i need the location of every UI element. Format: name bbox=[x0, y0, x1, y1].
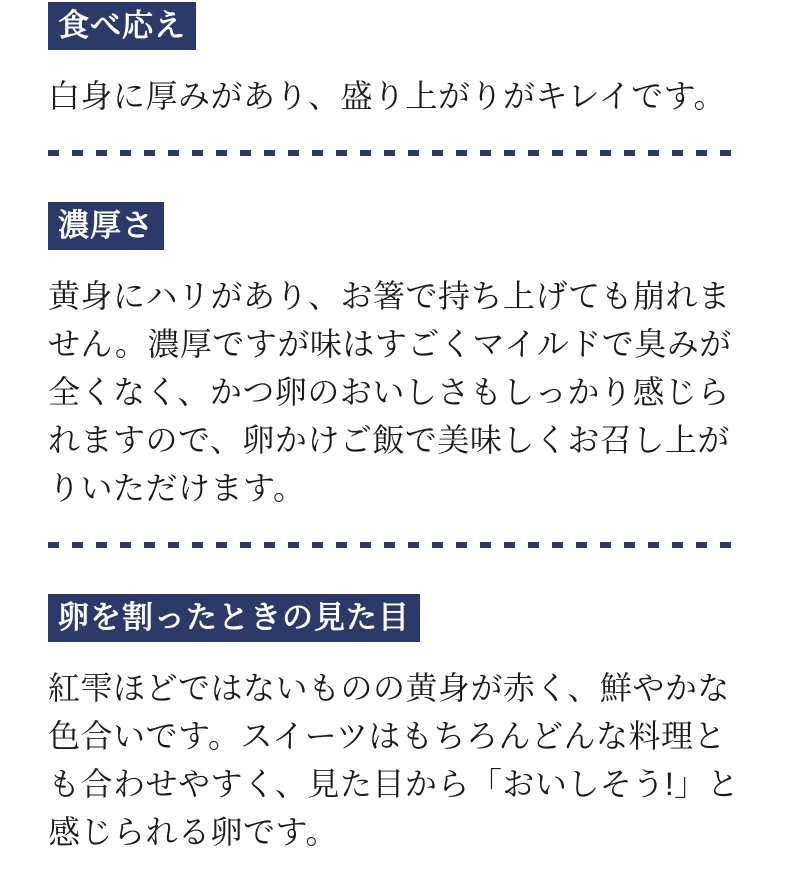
section-cracked-appearance bbox=[48, 594, 746, 856]
section-heading-badge: 濃厚さ bbox=[48, 202, 164, 250]
section-body-text: 白身に厚みがあり、盛り上がりがキレイです。 bbox=[48, 78, 727, 114]
dashed-divider bbox=[48, 542, 736, 548]
section-richness bbox=[48, 202, 746, 548]
section-heading-badge: 食べ応え bbox=[48, 2, 196, 50]
section-body-text: 紅雫ほどではないものの黄身が赤く、鮮やかな色合いです。スイーツはもちろんどんな料理とも合わせやすく、見た目から「おいしそう!」と感じられる卵です。 bbox=[48, 670, 740, 850]
section-heading-badge: 卵を割ったときの見た目 bbox=[48, 594, 420, 642]
dashed-divider bbox=[48, 150, 736, 156]
section-eating-satisfaction bbox=[48, 2, 746, 156]
section-body-text: 黄身にハリがあり、お箸で持ち上げても崩れません。濃厚ですが味はすごくマイルドで臭みが全くなく、かつ卵のおいしさもしっかり感じられますので、卵かけご飯で美味しくお召し上がりいただけます。 bbox=[48, 278, 732, 506]
